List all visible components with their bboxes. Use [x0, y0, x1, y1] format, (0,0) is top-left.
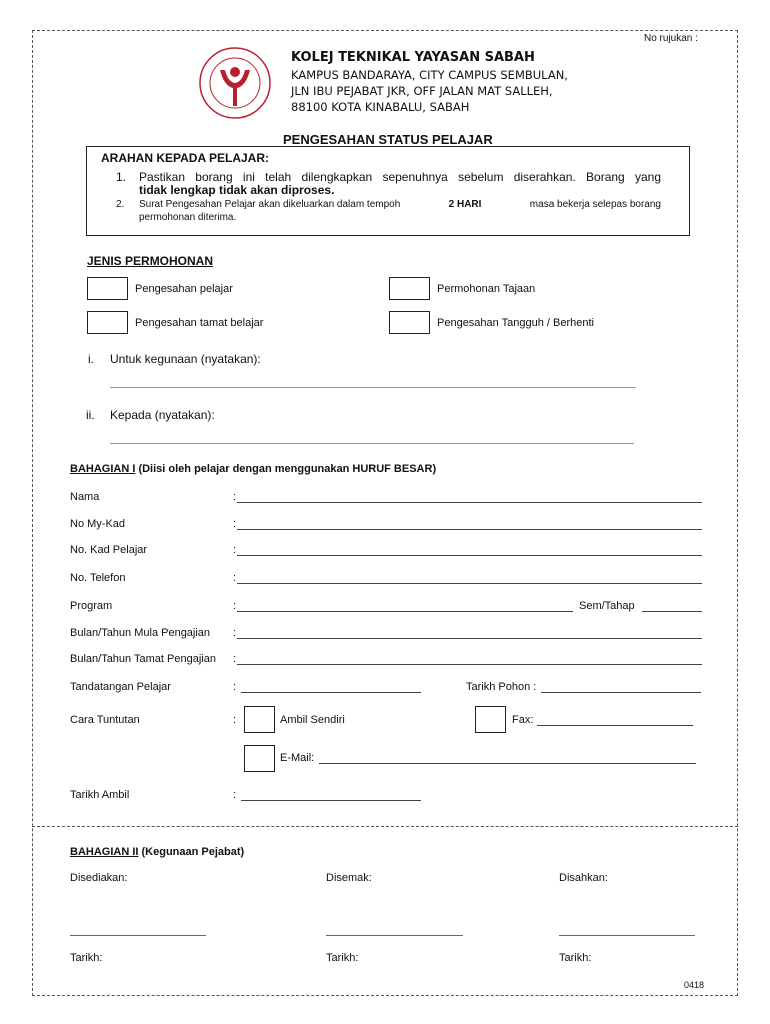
- collect-date-field[interactable]: [241, 800, 421, 801]
- email-label: E-Mail:: [280, 752, 315, 764]
- apply-date-label: Tarikh Pohon :: [466, 681, 537, 693]
- college-logo-icon: [198, 46, 272, 120]
- college-name: KOLEJ TEKNIKAL YAYASAN SABAH: [291, 50, 535, 65]
- signature-colon: :: [233, 681, 237, 693]
- reference-number-label: No rujukan :: [644, 33, 698, 44]
- form-title: PENGESAHAN STATUS PELAJAR: [283, 132, 493, 147]
- instruction-2-pre: Surat Pengesahan Pelajar akan dikeluarkan dalam tempoh: [139, 199, 401, 210]
- method-colon: :: [233, 714, 237, 726]
- option-student-confirmation: Pengesahan pelajar: [135, 283, 233, 295]
- program-field[interactable]: [237, 611, 573, 612]
- instruction-2-number: 2.: [116, 199, 125, 210]
- approved-label: Disahkan:: [559, 872, 608, 884]
- fax-label: Fax:: [512, 714, 534, 726]
- instructions-title: ARAHAN KEPADA PELAJAR:: [101, 151, 270, 165]
- checked-signature-field[interactable]: [326, 935, 463, 936]
- name-label: Nama: [70, 491, 100, 503]
- student-card-colon: :: [233, 544, 237, 556]
- prepared-signature-field[interactable]: [70, 935, 206, 936]
- part1-subtitle: (Diisi oleh pelajar dengan menggunakan HURUF BESAR): [138, 463, 437, 475]
- purpose-label: Untuk kegunaan (nyatakan):: [110, 352, 261, 366]
- option-deferment-withdrawal: Pengesahan Tangguh / Berhenti: [437, 317, 594, 329]
- checked-date-label: Tarikh:: [326, 952, 359, 964]
- signature-label: Tandatangan Pelajar: [70, 681, 171, 693]
- purpose-field[interactable]: [110, 387, 636, 388]
- collect-date-label: Tarikh Ambil: [70, 789, 130, 801]
- checkbox-email[interactable]: [244, 745, 275, 772]
- instruction-2-post: masa bekerja selepas borang: [529, 199, 661, 210]
- option-graduation-confirmation: Pengesahan tamat belajar: [135, 317, 264, 329]
- start-date-colon: :: [233, 627, 237, 639]
- purpose-number: i.: [88, 352, 94, 366]
- start-date-label: Bulan/Tahun Mula Pengajian: [70, 627, 211, 639]
- program-label: Program: [70, 600, 113, 612]
- method-label: Cara Tuntutan: [70, 714, 140, 726]
- prepared-date-label: Tarikh:: [70, 952, 103, 964]
- instruction-1-number: 1.: [116, 170, 127, 184]
- student-card-field[interactable]: [237, 555, 702, 556]
- checked-label: Disemak:: [326, 872, 372, 884]
- address-line-3: 88100 KOTA KINABALU, SABAH: [291, 100, 470, 114]
- recipient-label: Kepada (nyatakan):: [110, 408, 215, 422]
- instruction-2-line2: permohonan diterima.: [139, 212, 237, 223]
- checkbox-graduation-confirmation[interactable]: [87, 311, 128, 334]
- address-line-2: JLN IBU PEJABAT JKR, OFF JALAN MAT SALLEH,: [291, 84, 553, 98]
- checkbox-fax[interactable]: [475, 706, 506, 733]
- program-colon: :: [233, 600, 237, 612]
- collect-date-colon: :: [233, 789, 237, 801]
- phone-field[interactable]: [237, 583, 702, 584]
- recipient-field[interactable]: [110, 443, 634, 444]
- form-code: 0418: [684, 980, 705, 990]
- name-field[interactable]: [237, 502, 702, 503]
- checkbox-student-confirmation[interactable]: [87, 277, 128, 300]
- mykad-label: No My-Kad: [70, 518, 126, 530]
- email-field[interactable]: [319, 763, 696, 764]
- part2-title: BAHAGIAN II: [70, 846, 139, 858]
- phone-label: No. Telefon: [70, 572, 126, 584]
- prepared-label: Disediakan:: [70, 872, 128, 884]
- mykad-field[interactable]: [237, 529, 702, 530]
- end-date-colon: :: [233, 653, 237, 665]
- apply-date-field[interactable]: [541, 692, 701, 693]
- part2-heading: [70, 846, 244, 858]
- part2-subtitle: (Kegunaan Pejabat): [141, 846, 245, 858]
- section-divider: [32, 826, 738, 827]
- application-type-title: JENIS PERMOHONAN: [87, 254, 214, 268]
- checkbox-sponsorship-application[interactable]: [389, 277, 430, 300]
- student-card-label: No. Kad Pelajar: [70, 544, 148, 556]
- end-date-field[interactable]: [237, 664, 702, 665]
- start-date-field[interactable]: [237, 638, 702, 639]
- semester-label: Sem/Tahap: [579, 600, 635, 612]
- instruction-2-text: [139, 199, 661, 210]
- instruction-1-bold: tidak lengkap tidak akan diproses.: [139, 183, 335, 197]
- checkbox-deferment-withdrawal[interactable]: [389, 311, 430, 334]
- part1-title: BAHAGIAN I: [70, 463, 136, 475]
- checkbox-self-collect[interactable]: [244, 706, 275, 733]
- recipient-number: ii.: [86, 408, 95, 422]
- end-date-label: Bulan/Tahun Tamat Pengajian: [70, 653, 216, 665]
- instruction-1-text: Pastikan borang ini telah dilengkapkan sepenuhnya sebelum diserahkan. Borang yang: [139, 170, 661, 184]
- college-logo: [198, 46, 272, 120]
- part1-heading: [70, 463, 436, 475]
- semester-field[interactable]: [642, 611, 702, 612]
- fax-field[interactable]: [537, 725, 693, 726]
- mykad-colon: :: [233, 518, 237, 530]
- self-collect-label: Ambil Sendiri: [280, 714, 345, 726]
- approved-signature-field[interactable]: [559, 935, 695, 936]
- address-line-1: KAMPUS BANDARAYA, CITY CAMPUS SEMBULAN,: [291, 68, 568, 82]
- signature-field[interactable]: [241, 692, 421, 693]
- approved-date-label: Tarikh:: [559, 952, 592, 964]
- option-sponsorship-application: Permohonan Tajaan: [437, 283, 536, 295]
- name-colon: :: [233, 491, 237, 503]
- phone-colon: :: [233, 572, 237, 584]
- instruction-2-bold: 2 HARI: [448, 199, 482, 210]
